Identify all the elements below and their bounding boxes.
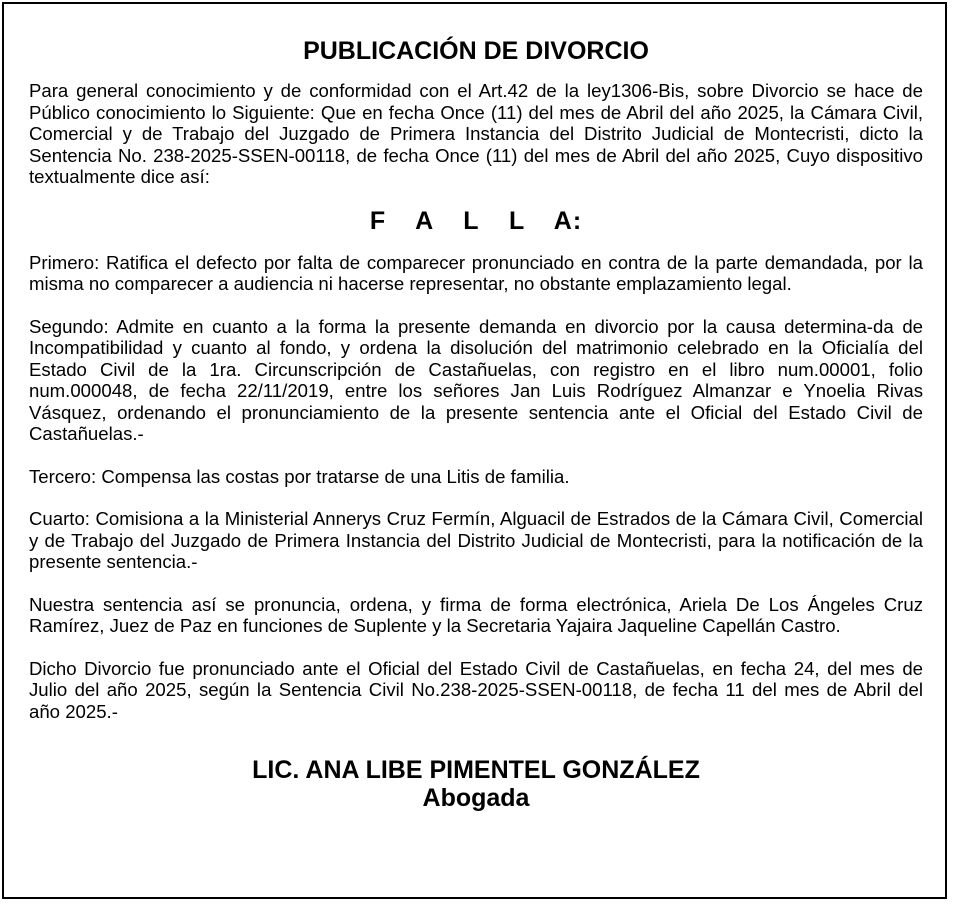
segundo-paragraph: Segundo: Admite en cuanto a la forma la presente demanda en divorcio por la causa determina-da de Incompatibilidad y cuanto al fondo, y ordena la disolución del matrimonio celebrado en la Oficialía del Estado Civil de la 1ra. Circunscripción de Castañuelas, con registro en el libro num.00001, folio num.000048, de fecha 22/11/2019, entre los señores Jan Luis Rodríguez Almanzar e Ynoelia Rivas Vásquez, ordenando el pronunciamiento de la presente sentencia ante el Oficial del Estado Civil de Castañuelas.- <box>29 315 923 444</box>
signature-block <box>29 756 923 812</box>
paragraph-gap <box>29 295 923 316</box>
tercero-paragraph: Tercero: Compensa las costas por tratarse de una Litis de familia. <box>29 465 570 487</box>
notice-title: PUBLICACIÓN DE DIVORCIO <box>303 37 649 65</box>
paragraph-gap <box>29 487 923 508</box>
paragraph-gap <box>29 573 923 594</box>
notice-content <box>29 34 923 812</box>
intro-paragraph: Para general conocimiento y de conformidad con el Art.42 de la ley1306-Bis, sobre Divorcio se hace de Público conocimiento lo Siguiente: Que en fecha Once (11) del mes de Abril del año 2025, la Cámara Civil, Comercial y de Trabajo del Juzgado de Primera Instancia del Distrito Judicial de Montecristi, dicto la Sentencia No. 238-2025-SSEN-00118, de fecha Once (11) del mes de Abril del año 2025, Cuyo dispositivo textualmente dice así: <box>29 80 923 187</box>
signatory-role: Abogada <box>422 784 530 812</box>
legal-notice <box>2 2 947 899</box>
nuestra-paragraph: Nuestra sentencia así se pronuncia, ordena, y firma de forma electrónica, Ariela De Los Ángeles Cruz Ramírez, Juez de Paz en funciones de Suplente y la Secretaria Yajaira Jaqueline Capellán Castro. <box>29 593 923 636</box>
paragraph-gap <box>29 445 923 466</box>
dicho-paragraph: Dicho Divorcio fue pronunciado ante el Oficial del Estado Civil de Castañuelas, en fecha 24, del mes de Julio del año 2025, según la Sentencia Civil No.238-2025-SSEN-00118, de fecha 11 del mes de Abril del año 2025.- <box>29 657 923 722</box>
cuarto-paragraph: Cuarto: Comisiona a la Ministerial Annerys Cruz Fermín, Alguacil de Estrados de la Cámara Civil, Comercial y de Trabajo del Juzgado de Primera Instancia del Distrito Judicial de Montecristi, para la notificación de la presente sentencia.- <box>29 508 923 572</box>
signatory-name: LIC. ANA LIBE PIMENTEL GONZÁLEZ <box>252 756 700 784</box>
paragraph-gap <box>29 637 923 658</box>
primero-paragraph: Primero: Ratifica el defecto por falta de comparecer pronunciado en contra de la parte demandada, por la misma no comparecer a audiencia ni hacerse representar, no obstante emplazamiento legal. <box>29 251 923 294</box>
falla-heading: F A L L A: <box>369 206 583 235</box>
